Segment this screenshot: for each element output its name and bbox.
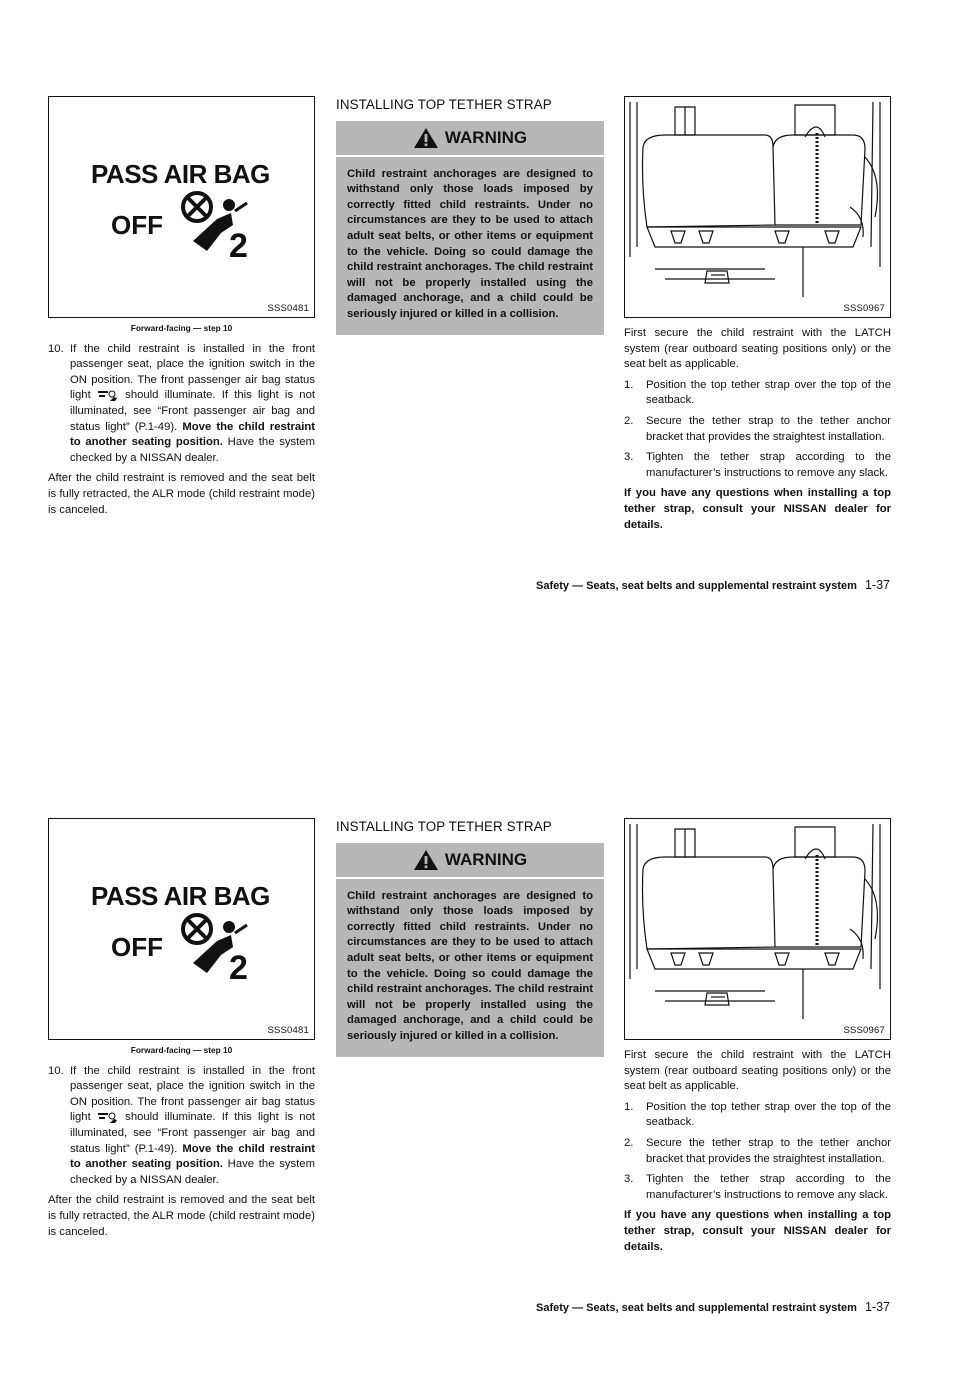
list-item xyxy=(624,414,891,445)
list-item xyxy=(624,1100,891,1131)
off-label: OFF xyxy=(111,932,163,962)
closing-bold-text: If you have any questions when installing a top tether strap, consult your NISSAN dealer for details. xyxy=(624,487,891,531)
step-bold: Move the child restraint to another seating position. xyxy=(70,420,315,449)
tether-strap-figure xyxy=(624,96,891,318)
manual-page xyxy=(0,722,954,1382)
item-text: Secure the tether strap to the tether anchor bracket that provides the straightest installation. xyxy=(646,1136,891,1165)
passenger-airbag-off-icon xyxy=(177,913,253,983)
item-number: 1. xyxy=(624,378,634,391)
figure-caption: Forward-facing — step 10 xyxy=(130,323,233,333)
step-text-b: should illuminate. If this light is not illuminated, see “Front passenger air bag and status light” (P.1-49). xyxy=(70,1111,316,1155)
warning-header xyxy=(336,843,604,879)
item-text: Position the top tether strap over the top of the seatback. xyxy=(646,378,891,407)
warning-title: WARNING xyxy=(444,127,528,147)
page-number: 1-37 xyxy=(864,1300,890,1314)
rear-seat-tether-illustration xyxy=(625,97,890,297)
footer-title: Safety — Seats, seat belts and supplemental restraint system xyxy=(536,1302,857,1314)
left-column xyxy=(48,319,315,518)
step-bold: Move the child restraint to another seating position. xyxy=(70,1142,315,1171)
page-footer xyxy=(536,1300,890,1314)
warning-text: Child restraint anchorages are designed to withstand only those loads imposed by correctly fitted child restraints. Under no circumstances are they to be used to attach adult seat belts, or other items or equipment to the vehicle. Doing so could damage the child restraint anchorages. The child restraint will not be properly installed using the damaged anchorage, and a child could be seriously injured or killed in a collision. xyxy=(347,167,593,320)
right-column xyxy=(624,1048,891,1255)
middle-column xyxy=(336,97,604,335)
left-column xyxy=(48,1041,315,1240)
step-text-a: If the child restraint is installed in the front passenger seat, place the ignition switch in the ON position. The front passenger air bag status light xyxy=(70,342,315,402)
warning-triangle-icon xyxy=(413,849,439,871)
after-text: After the child restraint is removed and the seat belt is fully retracted, the ALR mode (child restraint mode) is canceled. xyxy=(48,472,315,516)
item-number: 3. xyxy=(624,451,634,464)
manual-page xyxy=(0,0,954,660)
list-item xyxy=(624,378,891,409)
list-item xyxy=(624,450,891,481)
step-text-c: Have the system checked by a NISSAN dealer. xyxy=(70,1158,316,1186)
air-bag-status-figure xyxy=(48,818,315,1040)
item-number: 3. xyxy=(624,1173,634,1186)
item-text: Secure the tether strap to the tether anchor bracket that provides the straightest installation. xyxy=(646,414,891,443)
figure-code: SSS0967 xyxy=(843,303,885,314)
passenger-airbag-off-icon xyxy=(177,191,253,261)
page-container-bottom xyxy=(0,722,954,1351)
step-text-c: Have the system checked by a NISSAN dealer. xyxy=(70,436,316,464)
right-column xyxy=(624,326,891,533)
figure-code: SSS0967 xyxy=(843,1025,885,1036)
intro-text: First secure the child restraint with the LATCH system (rear outboard seating positions only) or the seat belt as applicable. xyxy=(624,327,891,371)
svg-text:2: 2 xyxy=(229,949,248,983)
air-bag-status-light-icon xyxy=(97,1111,119,1124)
item-number: 2. xyxy=(624,1136,634,1149)
pass-air-bag-label: PASS AIR BAG xyxy=(91,159,270,189)
page-number: 1-37 xyxy=(864,578,890,592)
air-bag-status-light-icon xyxy=(97,389,119,402)
rear-seat-tether-illustration xyxy=(625,819,890,1019)
step-text-a: If the child restraint is installed in the front passenger seat, place the ignition switch in the ON position. The front passenger air bag status light xyxy=(70,1064,315,1124)
section-heading: INSTALLING TOP TETHER STRAP xyxy=(336,819,552,834)
air-bag-status-figure xyxy=(48,96,315,318)
figure-caption: Forward-facing — step 10 xyxy=(130,1045,233,1055)
closing-bold-text: If you have any questions when installing a top tether strap, consult your NISSAN dealer for details. xyxy=(624,1209,891,1253)
tether-strap-figure xyxy=(624,818,891,1040)
step-number: 10. xyxy=(48,342,64,355)
item-number: 2. xyxy=(624,414,634,427)
list-item xyxy=(624,1172,891,1203)
step-text-b: should illuminate. If this light is not illuminated, see “Front passenger air bag and status light” (P.1-49). xyxy=(70,389,316,433)
middle-column xyxy=(336,819,604,1057)
warning-triangle-icon xyxy=(413,127,439,149)
footer-title: Safety — Seats, seat belts and supplemental restraint system xyxy=(536,580,857,592)
svg-text:2: 2 xyxy=(229,227,248,261)
item-text: Tighten the tether strap according to the manufacturer’s instructions to remove any slack. xyxy=(646,1173,891,1201)
item-text: Position the top tether strap over the top of the seatback. xyxy=(646,1100,891,1129)
warning-title: WARNING xyxy=(444,849,528,869)
step-number: 10. xyxy=(48,1064,64,1077)
step-10 xyxy=(48,1064,315,1189)
item-number: 1. xyxy=(624,1100,634,1113)
figure-code: SSS0481 xyxy=(267,303,309,314)
section-heading: INSTALLING TOP TETHER STRAP xyxy=(336,97,552,112)
figure-code: SSS0481 xyxy=(267,1025,309,1036)
warning-box xyxy=(336,843,604,1057)
after-text: After the child restraint is removed and the seat belt is fully retracted, the ALR mode (child restraint mode) is canceled. xyxy=(48,1194,315,1238)
warning-header xyxy=(336,121,604,157)
step-10 xyxy=(48,342,315,467)
page-container-top xyxy=(0,0,954,660)
item-text: Tighten the tether strap according to the manufacturer’s instructions to remove any slack. xyxy=(646,451,891,479)
warning-box xyxy=(336,121,604,335)
intro-text: First secure the child restraint with the LATCH system (rear outboard seating positions only) or the seat belt as applicable. xyxy=(624,1049,891,1093)
pass-air-bag-label: PASS AIR BAG xyxy=(91,881,270,911)
warning-text: Child restraint anchorages are designed to withstand only those loads imposed by correctly fitted child restraints. Under no circumstances are they to be used to attach adult seat belts, or other items or equipment to the vehicle. Doing so could damage the child restraint anchorages. The child restraint will not be properly installed using the damaged anchorage, and a child could be seriously injured or killed in a collision. xyxy=(347,889,593,1042)
list-item xyxy=(624,1136,891,1167)
page-footer xyxy=(536,578,890,592)
off-label: OFF xyxy=(111,210,163,240)
